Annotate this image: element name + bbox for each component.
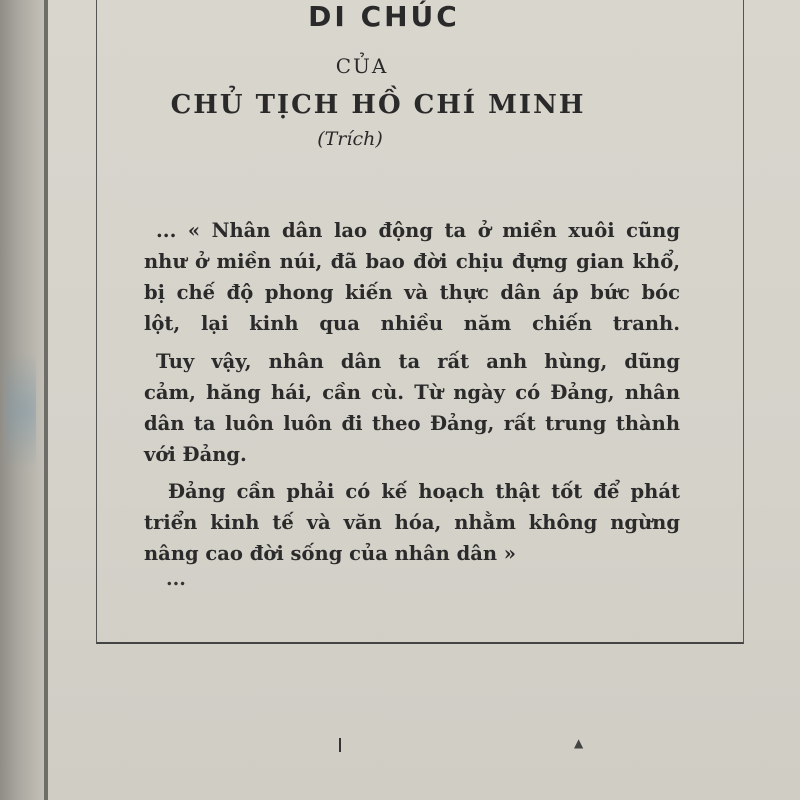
text-line: Tuy vậy, nhân dân ta rất anh hùng, dũng [156, 350, 680, 373]
paragraph-2 [144, 346, 680, 470]
text-line: như ở miền núi, đã bao đời chịu đựng gian khổ, [144, 250, 680, 273]
text-line: với Đảng. [144, 443, 247, 466]
text-line: Đảng cần phải có kế hoạch thật tốt để phát [168, 480, 680, 503]
text-line: triển kinh tế và văn hóa, nhằm không ngừng [144, 511, 680, 534]
text-line: bị chế độ phong kiến và thực dân áp bức bóc [144, 281, 680, 304]
excerpt-note: (Trích) [317, 128, 383, 150]
paragraph-1 [144, 215, 680, 339]
document-subtitle: CỦA [335, 54, 389, 78]
text-line: dân ta luôn luôn đi theo Đảng, rất trung thành [144, 412, 680, 435]
trailing-ellipsis: ... [166, 568, 186, 590]
text-line: lột, lại kinh qua nhiều năm chiến tranh. [144, 312, 680, 335]
text-line: ... « Nhân dân lao động ta ở miền xuôi cũng [156, 219, 680, 242]
paragraph-3 [144, 476, 680, 569]
print-mark: ▲ [574, 736, 584, 750]
document-title: DI CHÚC [308, 0, 460, 33]
text-line: cảm, hăng hái, cần cù. Từ ngày có Đảng, nhân [144, 381, 680, 404]
paper-stain [6, 330, 36, 490]
print-mark [339, 738, 341, 752]
author-name: CHỦ TỊCH HỒ CHÍ MINH [170, 90, 586, 120]
text-line: nâng cao đời sống của nhân dân » [144, 542, 516, 565]
